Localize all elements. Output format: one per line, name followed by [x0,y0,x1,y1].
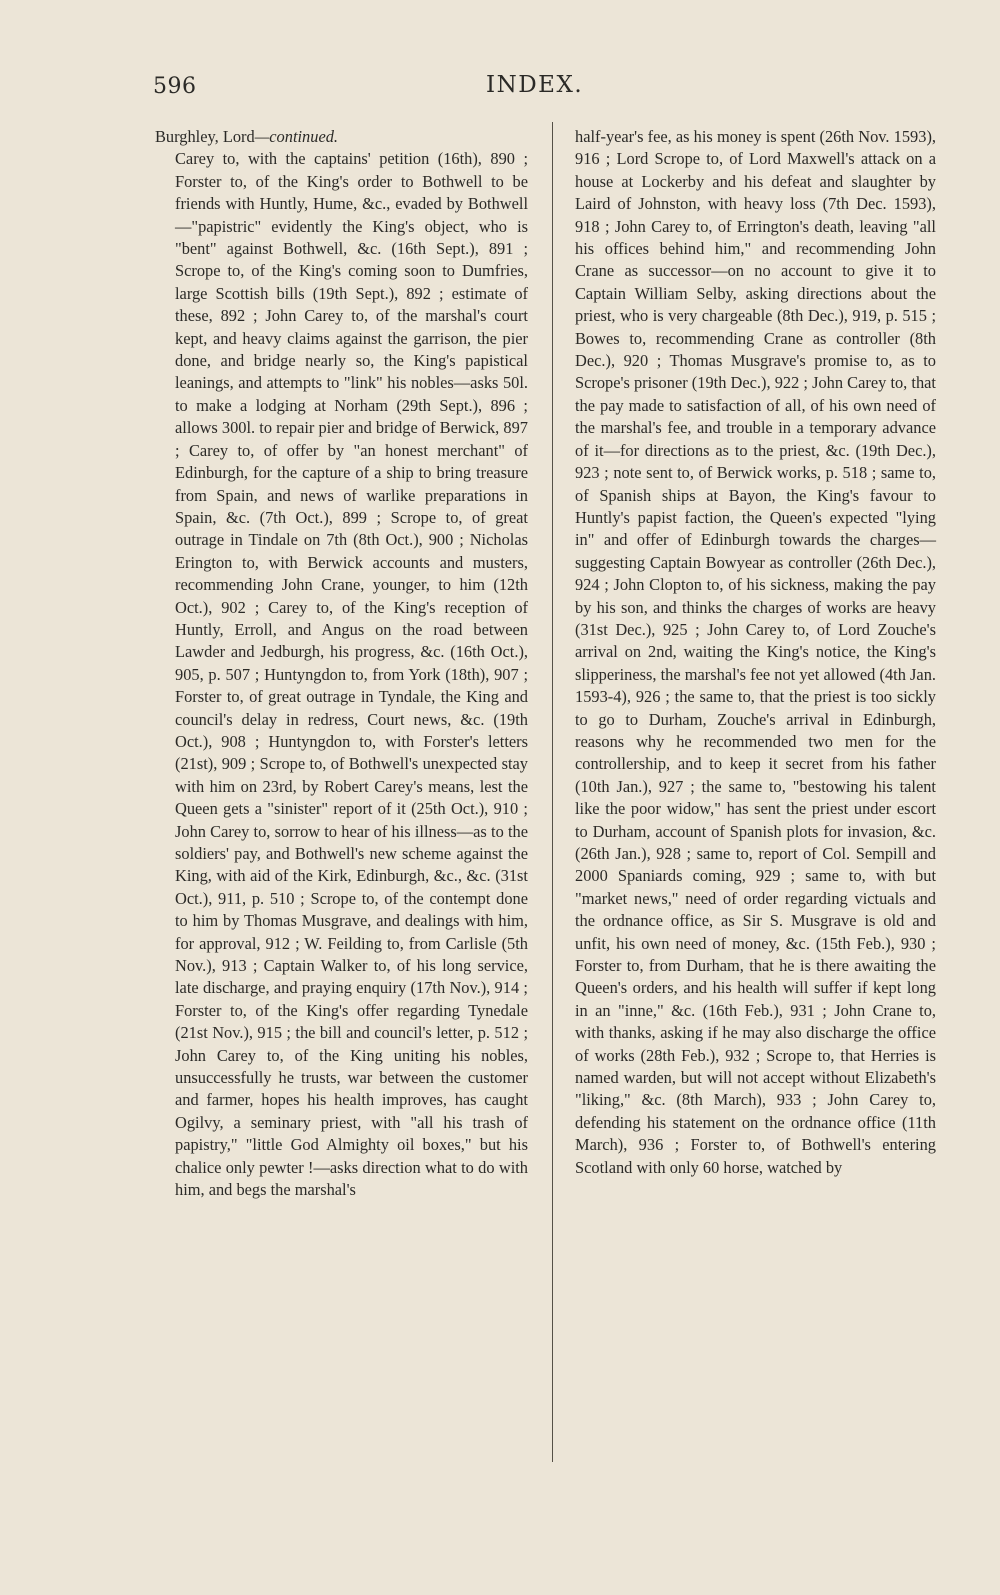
index-heading [155,126,528,148]
left-column [155,126,528,1202]
column-divider [552,122,553,1462]
index-entry-text: Carey to, with the captains' petition (16th), 890 ; Forster to, of the King's order to Bothwell to be friends with Huntly, Hume, &c., evaded by Bothwell—"papistric" evidently the King's object, who is "bent" against Bothwell, &c. (16th Sept.), 891 ; Scrope to, of the King's coming soon to Dumfries, large Scottish bills (19th Sept.), 892 ; estimate of these, 892 ; John Carey to, of the marshal's court kept, and heavy claims against the garrison, the pier done, and bridge nearly so, the King's papistical leanings, and attempts to "link" his nobles—asks 50l. to make a lodging at Norham (29th Sept.), 896 ; allows 300l. to repair pier and bridge of Berwick, 897 ; Carey to, of offer by "an honest merchant" of Edinburgh, for the capture of a ship to bring treasure from Spain, and news of warlike preparations in Spain, &c. (7th Oct.), 899 ; Scrope to, of great outrage in Tindale on 7th (8th Oct.), 900 ; Nicholas Erington to, with Berwick accounts and musters, recommending John Crane, younger, to him (12th Oct.), 902 ; Carey to, of the King's reception of Huntly, Erroll, and Angus on the road between Lawder and Jedburgh, his progress, &c. (16th Oct.), 905, p. 507 ; Huntyngdon to, from York (18th), 907 ; Forster to, of great outrage in Tyndale, the King and council's delay in redress, Court news, &c. (19th Oct.), 908 ; Huntyngdon to, with Forster's letters (21st), 909 ; Scrope to, of Bothwell's unexpected stay with him on 23rd, by Robert Carey's means, lest the Queen gets a "sinister" report of it (25th Oct.), 910 ; John Carey to, sorrow to hear of his illness—as to the soldiers' pay, and Bothwell's new scheme against the King, with aid of the Kirk, Edinburgh, &c., &c. (31st Oct.), 911, p. 510 ; Scrope to, of the contempt done to him by Thomas Musgrave, and dealings with him, for approval, 912 ; W. Feilding to, from Carlisle (5th Nov.), 913 ; Captain Walker to, of his long service, late discharge, and praying enquiry (17th Nov.), 914 ; Forster to, of the King's offer regarding Tynedale (21st Nov.), 915 ; the bill and council's letter, p. 512 ; John Carey to, of the King uniting his nobles, unsuccessfully he trusts, war between the customer and farmer, hopes his health improves, has caught Ogilvy, a seminary priest, with "all his trash of papistry," "little God Almighty oil boxes," but his chalice only pewter !—asks direction what to do with him, and begs the marshal's [175,149,528,1200]
right-column [575,126,936,1179]
heading-name: Burghley, Lord [155,127,255,146]
heading-continued: —continued. [254,127,339,146]
index-entry-continuation: half-year's fee, as his money is spent (26th Nov. 1593), 916 ; Lord Scrope to, of Lord Maxwell's attack on a house at Lockerby and his defeat and slaughter by Laird of Johnston, with heavy loss (7th Dec. 1593), 918 ; John Carey to, of Errington's death, leaving "all his offices behind him," and recommending John Crane as successor—on no account to give it to Captain William Selby, asking directions about the priest, who is very chargeable (8th Dec.), 919, p. 515 ; Bowes to, recommending Crane as controller (8th Dec.), 920 ; Thomas Musgrave's promise to, as to Scrope's prisoner (19th Dec.), 922 ; John Carey to, that the pay made to satisfaction of all, of his own need of the marshal's fee, and trouble in a temporary advance of it—for directions as to the priest, &c. (19th Dec.), 923 ; note sent to, of Berwick works, p. 518 ; same to, of Spanish ships at Bayon, the King's favour to Huntly's papist faction, the Queen's expected "lying in" and offer of Edinburgh towards the charges—suggesting Captain Bowyear as controller (26th Dec.), 924 ; John Clopton to, of his sickness, making the pay by his son, and thinks the charges of works are heavy (31st Dec.), 925 ; John Carey to, of Lord Zouche's arrival on 2nd, waiting the King's notice, the King's slipperiness, the marshal's fee not yet allowed (4th Jan. 1593-4), 926 ; the same to, that the priest is too sickly to go to Durham, Zouche's arrival in Edinburgh, reasons why he recommended two men for the controllership, and to keep it secret from his father (10th Jan.), 927 ; the same to, "bestowing his talent like the poor widow," has sent the priest under escort to Durham, account of Spanish plots for invasion, &c. (26th Jan.), 928 ; same to, report of Col. Sempill and 2000 Spaniards coming, 929 ; same to, with but "market news," need of order regarding victuals and the ordnance office, as Sir S. Musgrave is old and unfit, his own need of money, &c. (15th Feb.), 930 ; Forster to, from Durham, that he is there awaiting the Queen's orders, and his health will suffer if kept long in an "inne," &c. (16th Feb.), 931 ; John Crane to, with thanks, asking if he may also discharge the office of works (28th Feb.), 932 ; Scrope to, that Herries is named warden, but will not accept without Elizabeth's "liking," &c. (8th March), 933 ; John Carey to, defending his statement on the ordnance office (11th March), 936 ; Forster to, of Bothwell's entering Scotland with only 60 horse, watched by [575,127,936,1177]
page-number: 596 [153,74,197,99]
running-title: INDEX. [486,72,584,98]
